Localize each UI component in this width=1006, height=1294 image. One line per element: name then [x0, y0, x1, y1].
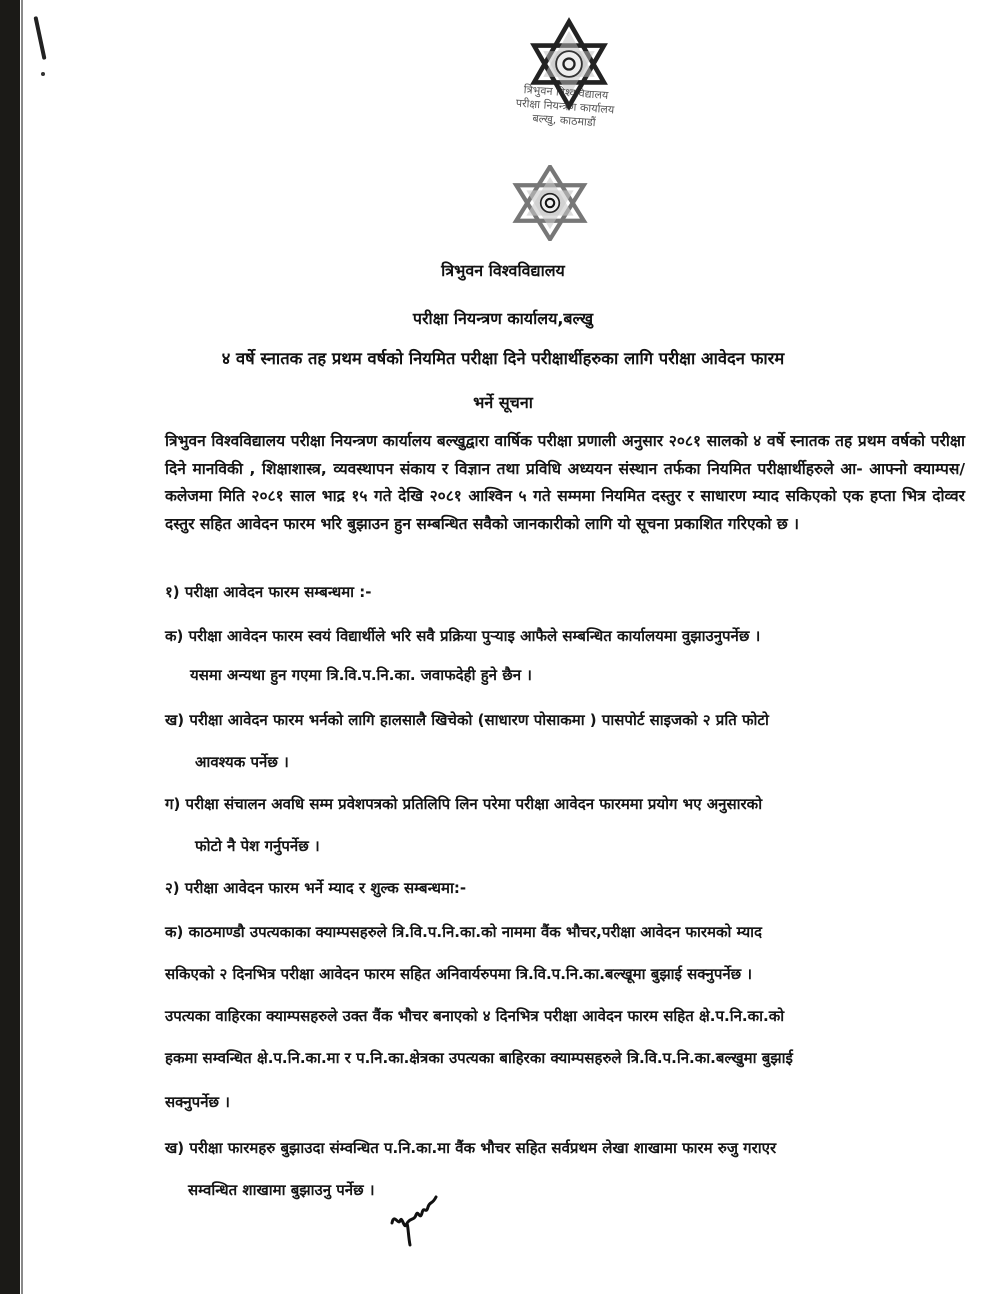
notice-title-heading: भर्ने सूचना	[473, 393, 533, 412]
section-2-item-ka-line-5: सक्नुपर्नेछ ।	[165, 1093, 230, 1111]
section-1-heading: १) परीक्षा आवेदन फारम सम्बन्धमा :-	[165, 583, 372, 601]
section-2-item-kha	[165, 1138, 776, 1158]
item-text-line: परीक्षा संचालन अवधि सम्म प्रवेशपत्रको प्रतिलिपि लिन परेमा परीक्षा आवेदन फारममा प्रयोग भए अनुसारको	[185, 795, 763, 813]
section-1-item-kha	[165, 710, 769, 730]
item-marker: ख)	[165, 711, 185, 729]
item-marker: ग)	[165, 795, 181, 813]
section-1-item-ga	[165, 794, 762, 814]
section-1-item-kha-continuation: आवश्यक पर्नेछ ।	[195, 753, 289, 771]
section-2-item-kha-continuation: सम्वन्धित शाखामा बुझाउनु पर्नेछ ।	[188, 1181, 375, 1199]
item-text-line: परीक्षा आवेदन फारम भर्नको लागि हालसालै खिचेको (साधारण पोसाकमा ) पासपोर्ट साइजको २ प्रति फोटो	[189, 711, 769, 729]
pen-mark	[33, 16, 46, 60]
stamp-line: त्रिभुवन विश्वविद्यालय	[523, 83, 609, 102]
stamp-star-logo-icon	[505, 165, 595, 241]
signature-icon	[388, 1195, 448, 1250]
item-text-line: काठमाण्डौ उपत्यकाका क्याम्पसहरुले त्रि.वि.प.नि.का.को नाममा वैंक भौचर,परीक्षा आवेदन फारमको म्याद	[188, 923, 763, 941]
item-marker: क)	[165, 627, 184, 645]
item-text-line: परीक्षा फारमहरु बुझाउदा संम्वन्धित प.नि.का.मा वैंक भौचर सहित सर्वप्रथम लेखा शाखामा फारम रुजु गराएर	[189, 1139, 777, 1157]
section-2-heading: २) परीक्षा आवेदन फारम भर्ने म्याद र शुल्क सम्बन्धमा:-	[165, 879, 467, 897]
item-text-line: परीक्षा आवेदन फारम स्वयं विद्यार्थीले भरि सवै प्रक्रिया पुर्‍याइ आफैले सम्बन्धित कार्यालयमा वुझाउनुपर्नेछ ।	[188, 627, 761, 645]
section-2-item-ka-line-2: सकिएको २ दिनभित्र परीक्षा आवेदन फारम सहित अनिवार्यरुपमा त्रि.वि.प.नि.का.बल्खूमा बुझाई सक्नुपर्नेछ ।	[165, 965, 753, 983]
section-1-item-ka-continuation: यसमा अन्यथा हुन गएमा त्रि.वि.प.नि.का. जवाफदेही हुने छैन ।	[190, 666, 532, 684]
section-2-item-ka	[165, 922, 762, 942]
pen-dot	[41, 72, 45, 76]
item-marker: क)	[165, 923, 184, 941]
section-2-item-ka-line-3: उपत्यका वाहिरका क्याम्पसहरुले उक्त वैंक भौचर बनाएको ४ दिनभित्र परीक्षा आवेदन फारम सहित क्षे.प.नि.का.को	[165, 1007, 785, 1025]
office-name-heading: परीक्षा नियन्त्रण कार्यालय,बल्खु	[412, 309, 594, 328]
university-name-heading: त्रिभुवन विश्वविद्यालय	[441, 261, 565, 280]
scan-edge-strip	[0, 0, 20, 1294]
section-2-item-ka-line-4: हकमा सम्वन्धित क्षे.प.नि.का.मा र प.नि.का.क्षेत्रका उपत्यका बाहिरका क्याम्पसहरुले त्रि.वि.प.नि.का.बल्खुमा बुझाई	[165, 1049, 793, 1067]
stamp-line: बल्खु, काठमाडौं	[532, 111, 597, 130]
section-1-item-ga-continuation: फोटो नै पेश गर्नुपर्नेछ ।	[195, 837, 320, 855]
stamp-line: परीक्षा नियन्त्रण कार्यालय	[515, 96, 615, 117]
scan-edge-line	[21, 0, 23, 1294]
section-1-item-ka	[165, 626, 760, 646]
intro-paragraph: त्रिभुवन विश्वविद्यालय परीक्षा नियन्त्रण कार्यालय बल्खुद्वारा वार्षिक परीक्षा प्रणाली अनुसार २०८१ सालको ४ वर्षे स्नातक तह प्रथम वर्षको परीक्षा दिने मानविकी , शिक्षाशास्त्र, व्यवस्थापन संकाय र विज्ञान तथा प्रविधि अध्ययन संस्थान तर्फका नियमित परीक्षार्थीहरुले आ- आफ्नो क्याम्पस/कलेजमा मिति २०८१ साल भाद्र १५ गते देखि २०८१ आश्विन ५ गते सम्ममा नियमित दस्तुर र साधारण म्याद सकिएको एक हप्ता भित्र दोव्वर दस्तुर सहित आवेदन फारम भरि बुझाउन हुन सम्बन्धित सवैको जानकारीको लागि यो सूचना प्रकाशित गरिएको छ ।	[165, 432, 965, 533]
item-marker: ख)	[165, 1139, 185, 1157]
office-stamp-text	[489, 81, 642, 133]
notice-subject-heading: ४ वर्षे स्नातक तह प्रथम वर्षको नियमित परीक्षा दिने परीक्षार्थीहरुका लागि परीक्षा आवेदन फारम	[221, 349, 785, 368]
